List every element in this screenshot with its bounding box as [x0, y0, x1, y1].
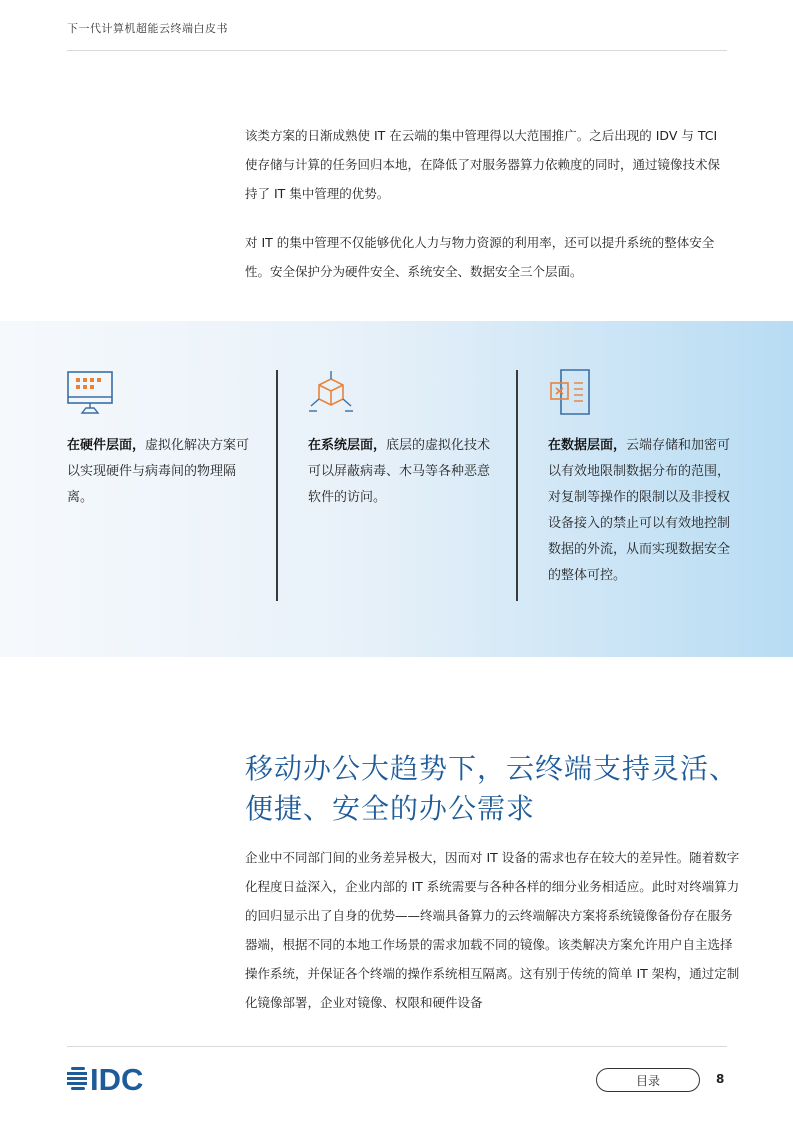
header-title: 下一代计算机超能云终端白皮书 [67, 22, 228, 35]
section-paragraph: 企业中不同部门间的业务差异极大，因而对 IT 设备的需求也存在较大的差异性。随着数字化程度日益深入，企业内部的 IT 系统需要与各种各样的细分业务相适应。此时对终端算力的回归显示出了自身的优势——终端具备算力的云终端解决方案将系统镜像备份存在服务器端，根据不同的本地工作场景的需求加载不同的镜像。该类解决方案允许用户自主选择操作系统，并保证各个终端的操作系统相互隔离。这有别于传统的简单 IT 架构，通过定制化镜像部署，企业对镜像、权限和硬件设备 [245, 850, 740, 1010]
idc-logo [67, 1063, 167, 1097]
security-layer-data [548, 369, 733, 589]
section-title: 移动办公大趋势下，云终端支持灵活、便捷、安全的办公需求 [245, 752, 739, 825]
security-layer-body: 云端存储和加密可以有效地限制数据分布的范围，对复制等操作的限制以及非授权设备接入的禁止可以有效地控制数据的外流，从而实现数据安全的整体可控。 [548, 438, 731, 583]
intro-paragraph: 该类方案的日渐成熟使 IT 在云端的集中管理得以大范围推广。之后出现的 IDV 与 TCI 使存储与计算的任务回归本地，在降低了对服务器算力依赖度的同时，通过镜像技术保持了 IT 集中管理的优势。 [245, 128, 721, 201]
page-number: 8 [716, 1072, 725, 1086]
security-layer-text [308, 433, 493, 511]
security-layer-heading: 在硬件层面， [67, 438, 146, 453]
intro-text [245, 121, 730, 306]
security-layer-text [548, 433, 733, 589]
security-layer-hardware [67, 369, 252, 511]
footer-divider [67, 1046, 727, 1047]
toc-button[interactable]: 目录 [596, 1068, 700, 1092]
security-layer-body: 底层的虚拟化技术可以屏蔽病毒、木马等各种恶意软件的访问。 [308, 438, 491, 505]
security-layer-system [308, 369, 493, 511]
security-layer-text [67, 433, 252, 511]
monitor-grid-icon [67, 369, 113, 415]
data-document-icon [548, 369, 594, 415]
cube-network-icon [308, 369, 354, 415]
security-layer-body: 虚拟化解决方案可以实现硬件与病毒间的物理隔离。 [67, 438, 250, 505]
column-divider [516, 370, 518, 601]
security-layer-heading: 在数据层面， [548, 438, 627, 453]
logo-wordmark: IDC [90, 1063, 144, 1093]
header-divider [67, 50, 727, 51]
security-layer-heading: 在系统层面， [308, 438, 387, 453]
column-divider [276, 370, 278, 601]
intro-paragraph: 对 IT 的集中管理不仅能够优化人力与物力资源的利用率，还可以提升系统的整体安全性。安全保护分为硬件安全、系统安全、数据安全三个层面。 [245, 235, 715, 279]
idc-logo-icon [67, 1063, 167, 1093]
section-body [245, 843, 740, 1017]
